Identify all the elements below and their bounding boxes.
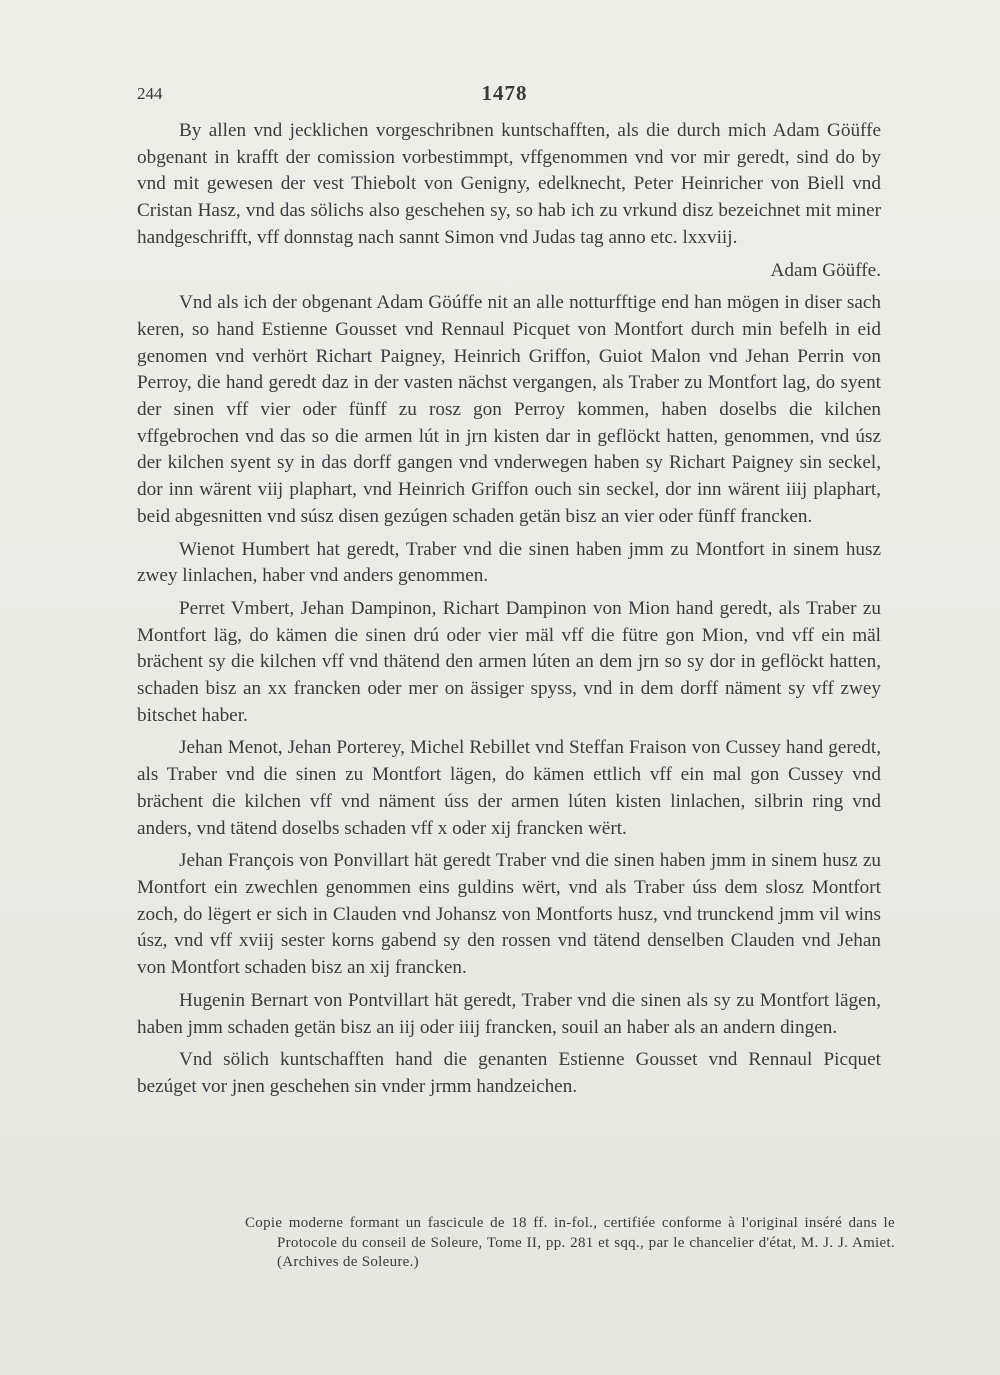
source-footnote xyxy=(245,1214,895,1273)
paragraph-closing: Vnd sölich kuntschafften hand die genanten Estienne Gousset vnd Rennaul Picquet bezúget vor jnen geschehen sin vnder jrmm handzeichen. xyxy=(137,1049,881,1097)
body-text xyxy=(137,118,881,1107)
paragraph-perroy-testimony: Vnd als ich der obgenant Adam Göúffe nit an alle notturfftige end han mögen in diser sach keren, so hand Estienne Gousset vnd Rennaul Picquet von Montfort durch min befelh in eid genomen vnd verhört Richart Paigney, Heinrich Griffon, Guiot Malon vnd Jehan Perrin von Perroy, die hand geredt daz in der vasten nächst vergangen, als Traber zu Montfort lag, do syent der sinen vff vier oder fünff zu rosz gon Perroy kommen, haben doselbs die kilchen vffgebrochen vnd das so die armen lút in jrn kisten dar in geflöckt hatten, genommen, vnd úsz der kilchen syent sy in das dorff gangen vnd vnderwegen haben sy Richart Paigney sin seckel, dor inn wärent viij plaphart, vnd Heinrich Griffon ouch sin seckel, dor inn wärent iiij plaphart, beid abgesnitten vnd súsz disen gezúgen schaden getän bisz an vier oder fünff francken. xyxy=(137,292,881,527)
signature-line: Adam Göüffe. xyxy=(770,259,881,281)
paragraph-mion-testimony: Perret Vmbert, Jehan Dampinon, Richart Dampinon von Mion hand geredt, als Traber zu Montfort läg, do kämen die sinen drú oder vier mäl vff die fütre gon Mion, vnd vff ein mäl brächent sy die kilchen vff vnd thätend den armen lúten an dem jrn so sy dor in geflöckt hatten, schaden bisz an xx francken oder mer on ässiger spyss, vnd in dem dorff näment sy vff zwey bitschet haber. xyxy=(137,597,881,726)
paragraph-attestation: By allen vnd jecklichen vorgeschribnen kuntschafften, als die durch mich Adam Göüffe obgenant in krafft der comission vorbestimmpt, vffgenommen vnd vor mir geredt, sind do by vnd mit gewesen der vest Thiebolt von Genigny, edelknecht, Peter Heinricher von Biell vnd Cristan Hasz, vnd das sölichs also geschehen sy, so hab ich zu vrkund disz bezeichnet mit miner handgeschrifft, vff donnstag nach sannt Simon vnd Judas tag anno etc. lxxviij. xyxy=(137,120,881,248)
footnote-text: Copie moderne formant un fascicule de 18 ff. in-fol., certifiée conforme à l'original inséré dans le Protocole du conseil de Soleure, Tome II, pp. 281 et sqq., par le chancelier d'état, M. J. J. Amiet. (Archives de Soleure.) xyxy=(245,1215,895,1270)
paragraph-cussey-testimony: Jehan Menot, Jehan Porterey, Michel Rebillet vnd Steffan Fraison von Cussey hand geredt, als Traber vnd die sinen zu Montfort lägen, do kämen ettlich vff ein mal gon Cussey vnd brächent die kilchen vff vnd näment úss der armen lúten kisten linlachen, silbrin ring vnd anders, vnd tätend doselbs schaden vff x oder xij francken wërt. xyxy=(137,737,881,839)
page-number: 244 xyxy=(137,84,163,103)
paragraph-humbert-testimony: Wienot Humbert hat geredt, Traber vnd die sinen haben jmm zu Montfort in sinem husz zwey linlachen, haber vnd anders genommen. xyxy=(137,538,881,587)
paragraph-ponvillart-testimony: Jehan François von Ponvillart hät geredt Traber vnd die sinen haben jmm in sinem husz zu Montfort ein zwechlen genommen eins guldins wërt, vnd als Traber úss dem slosz Montfort zoch, do lëgert er sich in Clauden vnd Johansz von Montforts husz, vnd trunckend jmm vil wins úsz, vnd vff xviij sester korns gabend sy den rossen vnd tätend denselben Clauden vnd Jehan von Montfort schaden bisz an xij francken. xyxy=(137,850,881,979)
year-heading: 1478 xyxy=(481,81,528,105)
paragraph-pontvillart-testimony: Hugenin Bernart von Pontvillart hät geredt, Traber vnd die sinen als sy zu Montfort lägen, haben jmm schaden getän bisz an iij oder iiij francken, souil an haber als an andern dingen. xyxy=(137,989,881,1038)
page-header xyxy=(137,81,872,114)
